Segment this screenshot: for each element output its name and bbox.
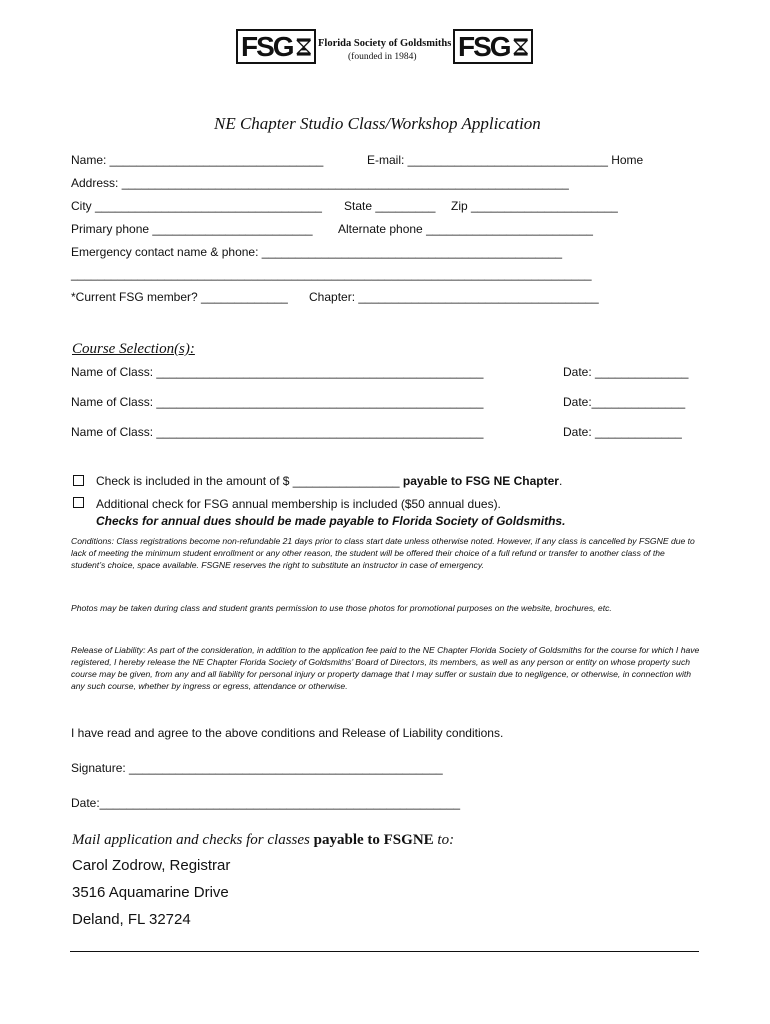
address-line: 3516 Aquamarine Drive (72, 884, 229, 901)
state-field[interactable]: State _________ (344, 199, 436, 213)
address-field[interactable]: Address: ___________________________________________________________________ (71, 176, 569, 190)
date-field[interactable]: Date:______________________________________________________ (71, 796, 461, 810)
founded-text: (founded in 1984) (348, 52, 417, 62)
fsg-logo-left (236, 29, 316, 64)
mail-suffix: to: (437, 832, 455, 848)
membership-check-label: Additional check for FSG annual membership is included ($50 annual dues). (96, 497, 501, 511)
logo-letters: FSG (458, 30, 510, 62)
check-included-end: . (558, 474, 563, 488)
conditions-text: Conditions: Class registrations become non-refundable 21 days prior to class start date unless otherwise noted. However, if any class is cancelled by FSGNE due to lack of meeting the minimum student enrollment or any other reason, the student will be offered their choice of a full refund or transfer to another class of the student’s choice, space available. FSGNE reserves the right to substitute an instructor in case of emergency. (71, 536, 695, 570)
zip-field[interactable]: Zip ______________________ (451, 199, 618, 213)
bottom-divider (70, 951, 699, 952)
fsg-logo-right (453, 29, 533, 64)
check-included-checkbox[interactable] (73, 475, 84, 486)
primary-phone-field[interactable]: Primary phone ________________________ (71, 222, 313, 236)
org-name: Florida Society of Goldsmiths (318, 38, 452, 49)
payable-fsg-ne-text: payable to FSG NE Chapter (402, 474, 559, 488)
class-name-field[interactable]: Name of Class: _________________________________________________ (71, 395, 484, 409)
name-field[interactable]: Name: ________________________________ (71, 153, 324, 167)
mail-instructions (72, 832, 454, 849)
class-name-field[interactable]: Name of Class: _________________________________________________ (71, 425, 484, 439)
hourglass-icon (296, 36, 311, 58)
membership-check-checkbox[interactable] (73, 497, 84, 508)
class-date-field[interactable]: Date:______________ (563, 395, 686, 409)
photos-text: Photos may be taken during class and student grants permission to use those photos for promotional purposes on the website, brochures, etc. (71, 603, 612, 613)
alternate-phone-field[interactable]: Alternate phone _________________________ (338, 222, 593, 236)
hourglass-icon (513, 36, 528, 58)
email-field[interactable]: E-mail: ______________________________ Home (367, 153, 644, 167)
release-of-liability-text: Release of Liability: As part of the consideration, in addition to the application fee paid to the NE Chapter Florida Society of Goldsmiths for the course for which I have registered, I hereby release the NE Chapter Florida Society of Goldsmiths’ Board of Directors, its members, as well as any person or entity on whose property such course may be given, from any and all liability for personal injury or property damage that I may suffer or sustain due to negligence, or otherwise, in connection with any such course, whether by ingress or egress, attendance or otherwise. (71, 645, 700, 691)
emergency-contact-field[interactable]: Emergency contact name & phone: _____________________________________________ (71, 245, 563, 259)
check-amount-text: Check is included in the amount of $ ________________ (96, 474, 400, 488)
emergency-contact-line[interactable]: ______________________________________________________________________________ (71, 267, 592, 281)
address-line: Carol Zodrow, Registrar (72, 857, 231, 874)
address-line: Deland, FL 32724 (72, 911, 191, 928)
check-included-label (96, 474, 562, 488)
logo-letters: FSG (241, 30, 293, 62)
agree-statement: I have read and agree to the above conditions and Release of Liability conditions. (71, 726, 504, 740)
class-name-field[interactable]: Name of Class: _________________________________________________ (71, 365, 484, 379)
class-date-field[interactable]: Date: _____________ (563, 425, 682, 439)
class-date-field[interactable]: Date: ______________ (563, 365, 689, 379)
signature-field[interactable]: Signature: _______________________________________________ (71, 761, 443, 775)
form-title: NE Chapter Studio Class/Workshop Application (214, 114, 541, 133)
city-field[interactable]: City __________________________________ (71, 199, 322, 213)
chapter-field[interactable]: Chapter: ____________________________________ (309, 290, 599, 304)
fsg-member-field[interactable]: *Current FSG member? _____________ (71, 290, 288, 304)
dues-note: Checks for annual dues should be made payable to Florida Society of Goldsmiths. (96, 514, 566, 528)
mail-prefix: Mail application and checks for classes (72, 832, 310, 848)
mail-payable: payable to FSGNE (313, 832, 434, 848)
course-selection-heading: Course Selection(s): (72, 341, 195, 357)
